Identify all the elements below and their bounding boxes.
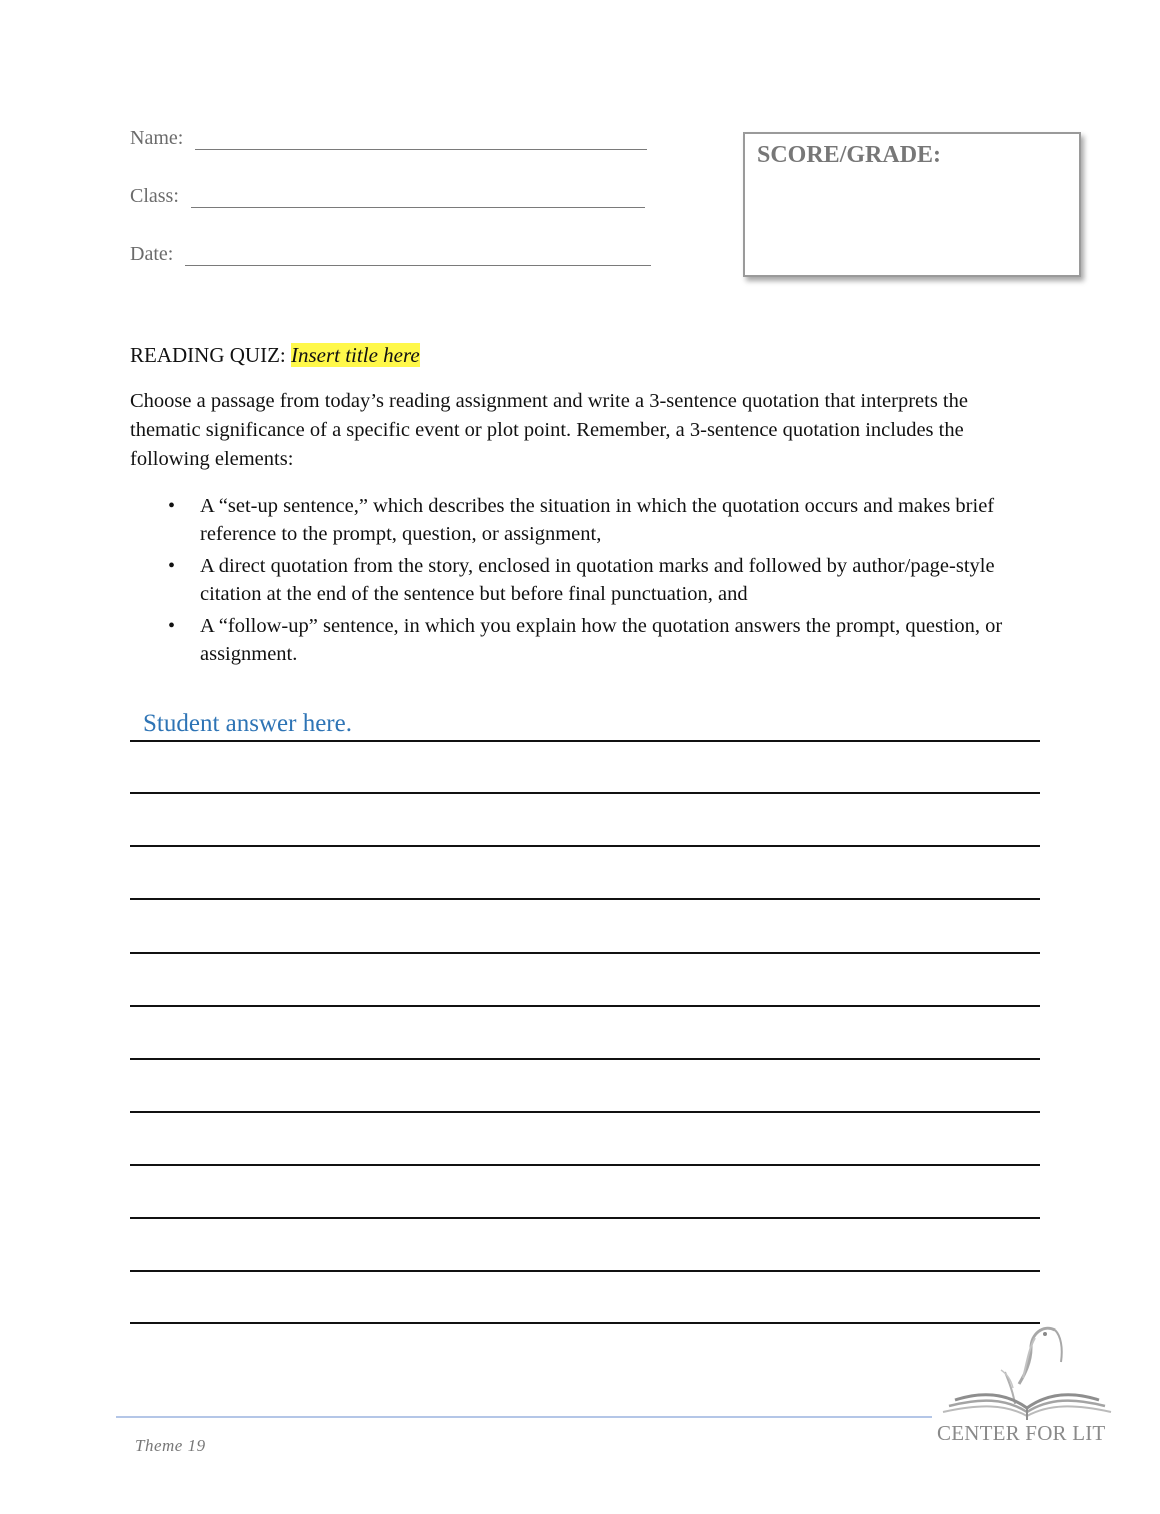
bullet-icon: • [168,495,176,517]
name-blank[interactable] [195,131,647,150]
date-blank[interactable] [185,247,651,266]
answer-line[interactable] [130,898,1040,900]
answer-line[interactable] [130,952,1040,954]
answer-line[interactable] [130,1322,1040,1324]
class-label: Class: [130,185,179,207]
list-item [130,612,1010,668]
list-item-text: A direct quotation from the story, enclosed in quotation marks and followed by author/page-style citation at the end of the sentence but before final punctuation, and [200,555,995,605]
list-item [130,492,1010,548]
answer-line[interactable] [130,1111,1040,1113]
answer-line[interactable] [130,845,1040,847]
student-answer-placeholder[interactable]: Student answer here. [143,710,352,737]
answer-line[interactable] [130,740,1040,742]
list-item [130,552,1010,608]
pelican-book-icon [935,1322,1120,1422]
class-field[interactable] [130,185,645,208]
footer-divider [116,1416,932,1418]
answer-line[interactable] [130,1217,1040,1219]
quiz-title [130,343,420,368]
score-grade-box [743,132,1081,277]
list-item-text: A “set-up sentence,” which describes the situation in which the quotation occurs and makes brief reference to the prompt, question, or assignment, [200,495,995,545]
answer-line[interactable] [130,1164,1040,1166]
bullet-icon: • [168,555,176,577]
answer-line[interactable] [130,1270,1040,1272]
class-blank[interactable] [191,189,645,208]
answer-line[interactable] [130,1058,1040,1060]
answer-line[interactable] [130,792,1040,794]
score-grade-label: SCORE/GRADE: [757,142,942,168]
name-label: Name: [130,127,184,149]
quiz-instructions: Choose a passage from today’s reading assignment and write a 3-sentence quotation that interprets the thematic significance of a specific event or plot point. Remember, a 3-sentence quotation includes the following elements: [130,390,968,470]
date-field[interactable] [130,243,651,266]
logo-text: CENTER FOR LIT [937,1421,1106,1445]
quiz-title-placeholder[interactable]: Insert title here [290,343,420,367]
bullet-icon: • [168,615,176,637]
quiz-title-prefix: READING QUIZ: [130,343,286,367]
center-for-lit-logo [935,1322,1120,1444]
name-field[interactable] [130,127,647,150]
elements-list [130,492,1010,672]
list-item-text: A “follow-up” sentence, in which you explain how the quotation answers the prompt, question, or assignment. [200,615,1003,665]
answer-line[interactable] [130,1005,1040,1007]
date-label: Date: [130,243,174,265]
footer-page-label: Theme 19 [135,1436,206,1455]
